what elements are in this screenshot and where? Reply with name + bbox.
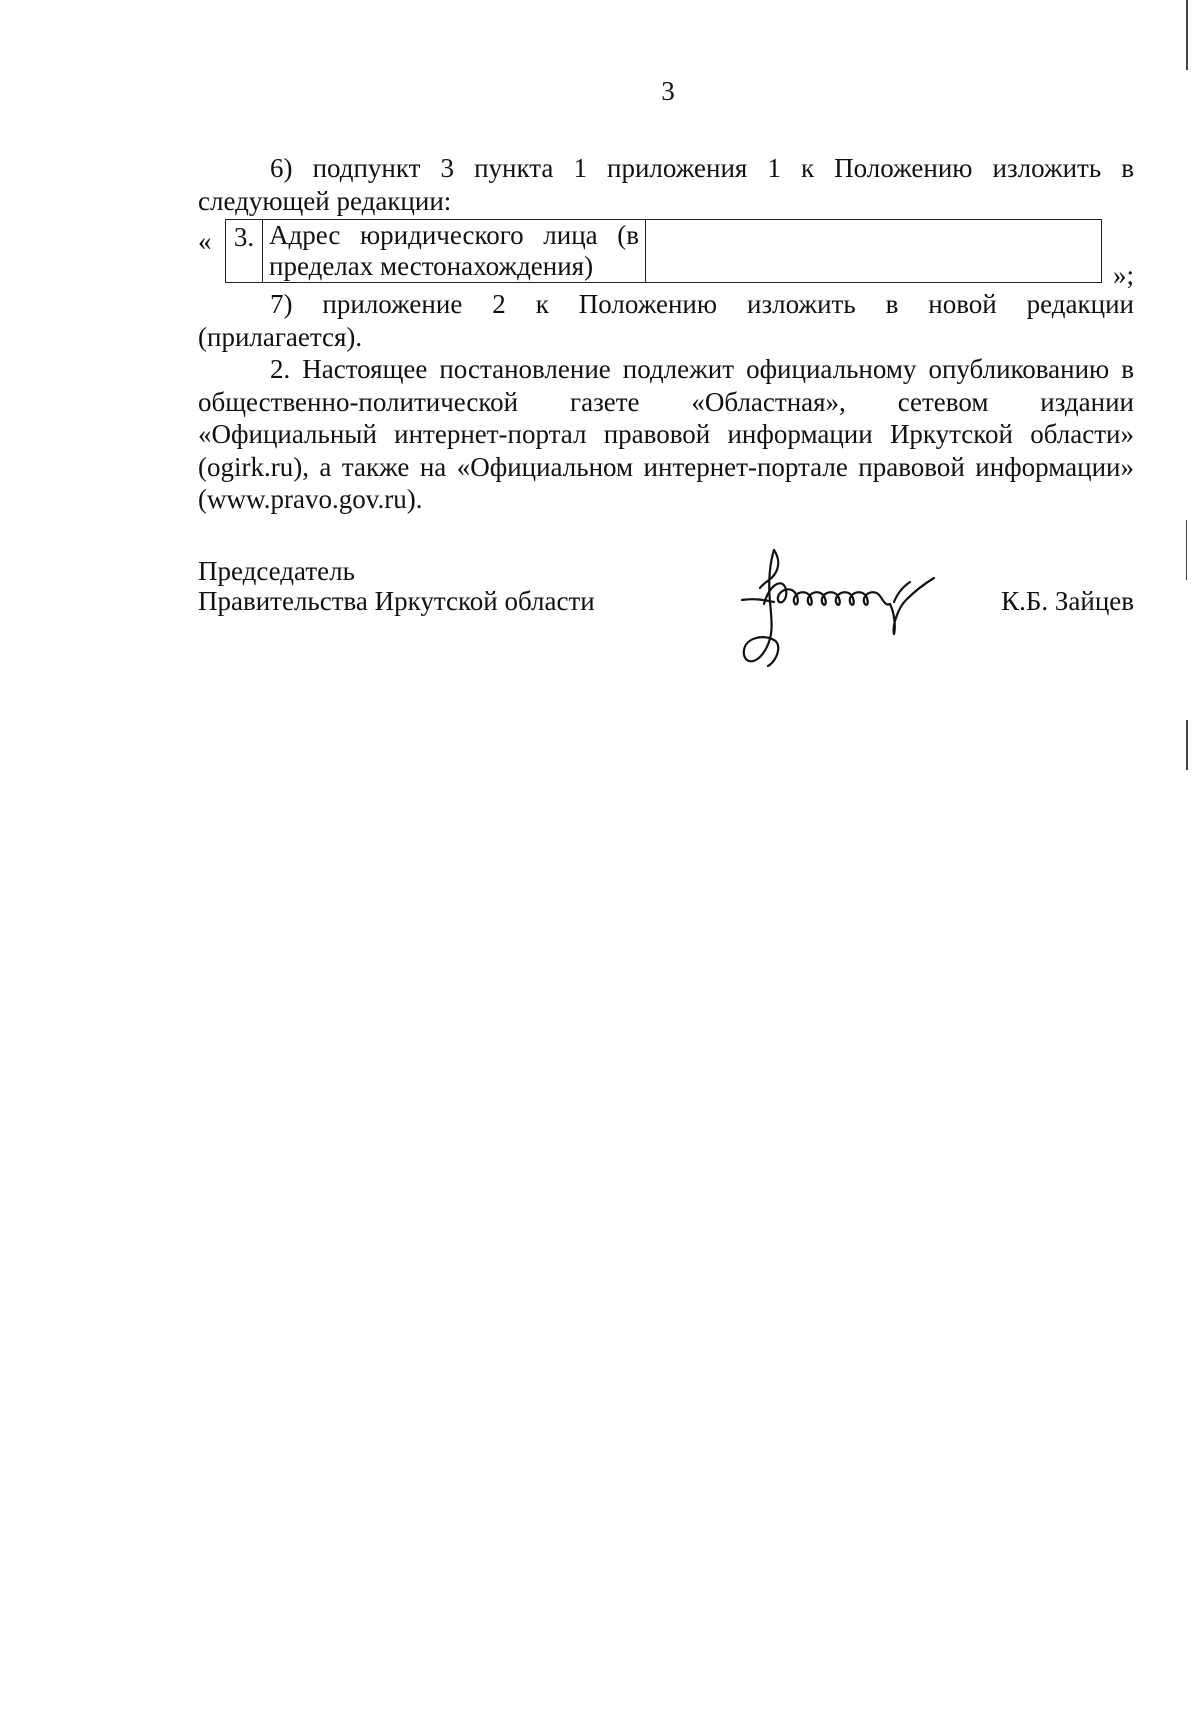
- signer-position: [198, 556, 595, 616]
- scan-edge-mark: [1186, 720, 1188, 770]
- handwritten-signature: [734, 542, 954, 682]
- row-number-cell: 3.: [226, 220, 263, 283]
- row-name-line-1: Адрес юридического лица (в: [269, 220, 639, 250]
- signer-name: К.Б. Зайцев: [1001, 586, 1134, 616]
- section-2-line-1: 2. Настоящее постановление подлежит официальному опубликованию в: [270, 354, 1134, 384]
- item-6-paragraph: [198, 152, 1134, 217]
- scan-edge-mark: [1186, 0, 1188, 70]
- appendix-table: [225, 219, 1102, 283]
- row-value-cell: [646, 220, 1102, 283]
- row-name-cell: [263, 220, 646, 283]
- section-2-line-2: общественно-политической газете «Областная», сетевом издании: [198, 386, 1134, 417]
- item-7-line-2: (прилагается).: [198, 321, 363, 352]
- row-name-line-2: пределах местонахождения): [269, 251, 594, 281]
- section-2-line-3: «Официальный интернет-портал правовой информации Иркутской области»: [198, 419, 1134, 449]
- close-quote: »;: [1112, 260, 1134, 290]
- replacement-table-row: [198, 216, 1134, 290]
- signature-block: [198, 556, 1134, 696]
- section-2-line-4: (ogirk.ru), а также на «Официальном интернет-портале правовой информации»: [198, 451, 1134, 482]
- open-quote: «: [198, 226, 212, 256]
- table-row: [226, 220, 1102, 283]
- scan-edge-mark: [1186, 520, 1187, 580]
- item-7-paragraph: [198, 288, 1134, 353]
- item-6-line-1: 6) подпункт 3 пункта 1 приложения 1 к Положению изложить в: [270, 153, 1134, 183]
- section-2-line-5: (www.pravo.gov.ru).: [198, 484, 423, 514]
- signer-position-line-1: Председатель: [198, 556, 355, 586]
- signer-position-line-2: Правительства Иркутской области: [198, 586, 595, 616]
- item-7-line-1: 7) приложение 2 к Положению изложить в новой редакции: [270, 289, 1134, 319]
- item-6-line-2: следующей редакции:: [198, 185, 452, 216]
- section-2-paragraph: [198, 353, 1134, 516]
- page-number: 3: [661, 76, 675, 106]
